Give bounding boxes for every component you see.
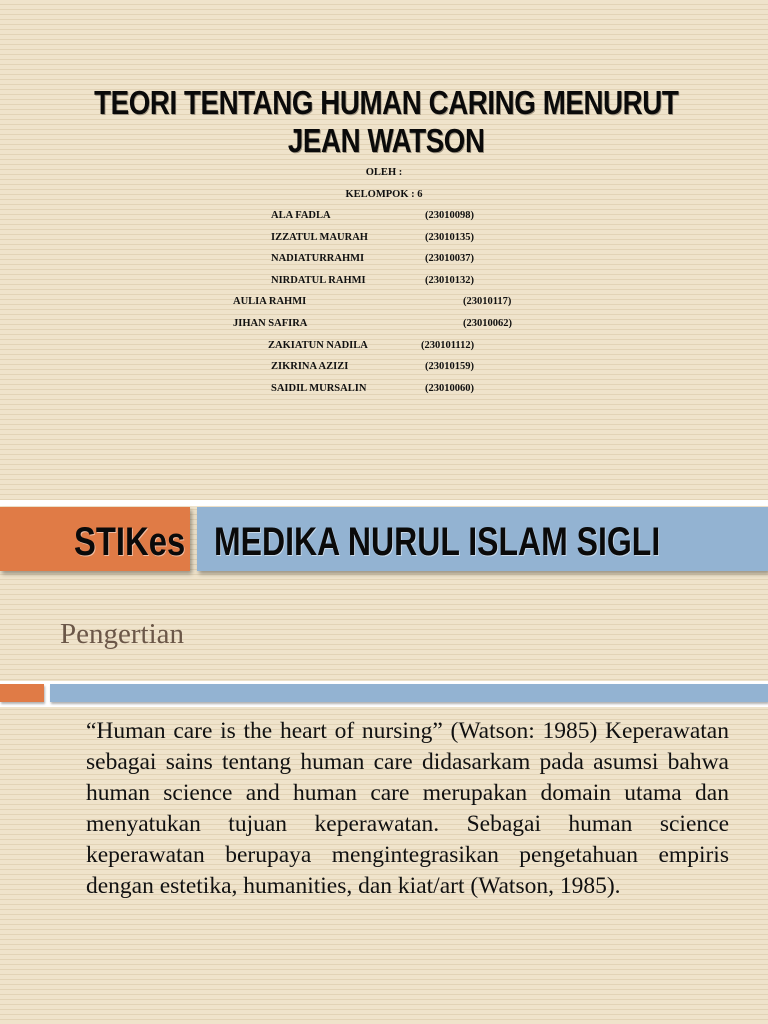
member-name: NADIATURRAHMI (271, 253, 365, 264)
heading-bar-blue (50, 684, 768, 702)
member-name: ALA FADLA (271, 210, 331, 221)
member-name: ZIKRINA AZIZI (271, 361, 349, 372)
heading-bar-orange (0, 684, 44, 702)
slide-title: TEORI TENTANG HUMAN CARING MENURUT JEAN WATSON (94, 84, 679, 159)
definition-paragraph: “Human care is the heart of nursing” (Watson: 1985) Keperawatan sebagai sains tentang human care didasarkam pada asumsi bahwa human science and human care merupakan domain utama dan menyatukan tujuan keperawatan. Sebagai human science keperawatan berupaya mengintegrasikan pengetahuan empiris dengan estetika, humanities, dan kiat/art (Watson, 1985). (86, 718, 729, 899)
section-heading: Pengertian (60, 618, 185, 650)
member-name: ZAKIATUN NADILA (268, 340, 368, 351)
member-id: (23010062) (463, 318, 512, 329)
member-name: AULIA RAHMI (233, 296, 307, 307)
member-id: (23010060) (425, 383, 474, 394)
member-name: SAIDIL MURSALIN (271, 383, 367, 394)
member-id: (23010098) (425, 210, 474, 221)
banner-institution-name: MEDIKA NURUL ISLAM SIGLI (214, 520, 661, 564)
group-label: KELOMPOK : 6 (345, 189, 423, 200)
member-name: IZZATUL MAURAH (271, 232, 368, 243)
banner-institution-type: STIKes (74, 520, 186, 564)
by-label: OLEH : (365, 167, 403, 178)
slide-divider (0, 500, 768, 506)
member-name: JIHAN SAFIRA (233, 318, 308, 329)
member-id: (23010117) (463, 296, 512, 307)
member-id: (23010132) (425, 275, 474, 286)
member-id: (23010135) (425, 232, 474, 243)
member-id: (230101112) (421, 340, 475, 351)
member-id: (23010159) (425, 361, 474, 372)
member-id: (23010037) (425, 253, 474, 264)
member-name: NIRDATUL RAHMI (271, 275, 366, 286)
